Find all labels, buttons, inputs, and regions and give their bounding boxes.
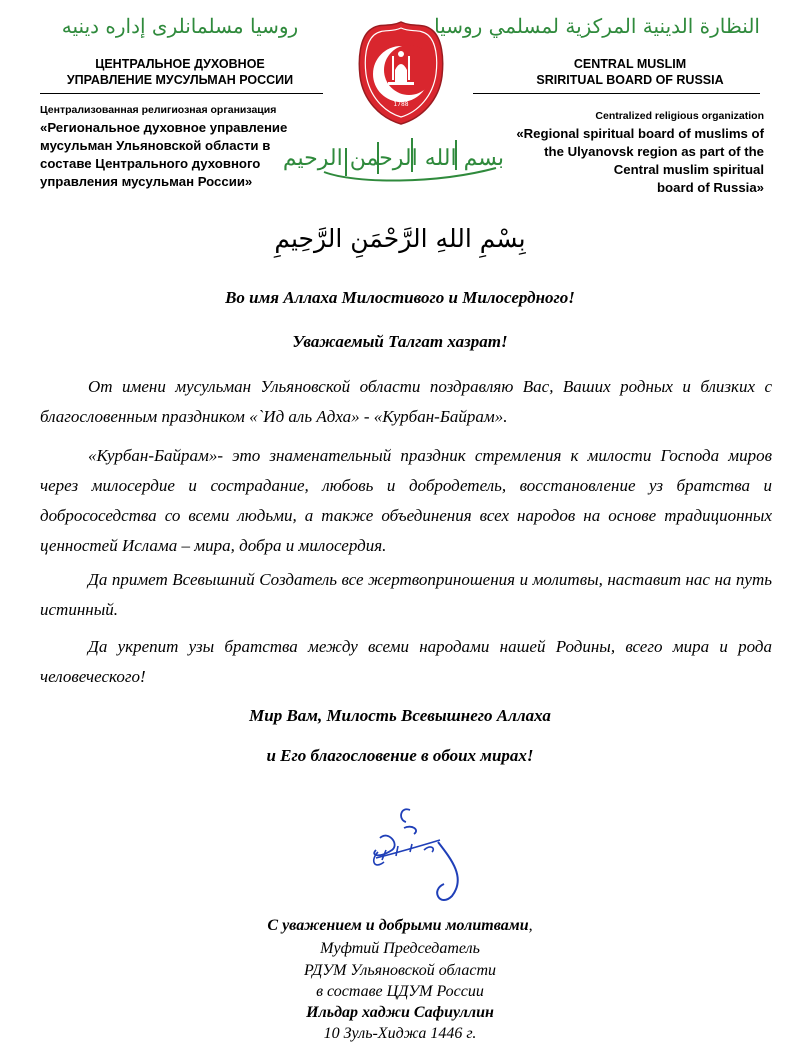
org-title-en: [510, 56, 750, 88]
en-subtitle-line2: the Ulyanovsk region as part of the: [544, 144, 764, 159]
ru-subtitle-small: Централизованная религиозная организация: [40, 104, 277, 116]
paragraph-3: Да примет Всевышний Создатель все жертвоприношения и молитвы, наставит нас на путь истинный.: [40, 570, 772, 619]
ru-subtitle-line1: «Региональное духовное управление: [40, 120, 288, 135]
signoff-title: Муфтий Председатель: [320, 940, 480, 957]
calligraphy-text: بسم الله الرحمن الرحيم: [282, 146, 504, 171]
paragraph-1: От имени мусульман Ульяновской области поздравляю Вас, Ваших родных и близких с благословенным праздником «`Ид аль Адха» - «Курбан-Байрам».: [40, 377, 772, 426]
signoff-org: РДУМ Ульяновской области: [303, 962, 497, 979]
paragraph-2: «Курбан-Байрам»- это знаменательный праздник стремления к милости Господа миров через милосердие и сострадание, любовь и добродетель, восстановление уз братства и добрососедства со всеми людьми, а также объединения всех народов на основе традиционных ценностей Ислама – мира, добра и милосердия.: [40, 446, 772, 555]
signoff-name: Ильдар хаджи Сафиуллин: [306, 1004, 494, 1021]
org-title-ru-line2: УПРАВЛЕНИЕ МУСУЛЬМАН РОССИИ: [66, 73, 294, 87]
ru-subtitle-line4: управления мусульман России»: [40, 174, 253, 189]
org-title-ru-line1: ЦЕНТРАЛЬНОЕ ДУХОВНОЕ: [95, 57, 265, 71]
signoff-org-2: в составе ЦДУМ России: [316, 983, 484, 1000]
basmala-calligraphy: [282, 128, 504, 188]
paragraph-4: Да укрепит узы братства между всеми народами нашей Родины, всего мира и рода человеческого!: [40, 637, 772, 686]
header-divider-left: [40, 93, 323, 94]
org-title-en-line1: CENTRAL MUSLIM: [573, 57, 687, 71]
arabic-banner-left: روسيا مسلمانلرى إداره دينيه: [61, 14, 299, 38]
signoff-regards-text: С уважением и добрыми молитвами: [267, 917, 529, 934]
en-subtitle-small: Centralized religious organization: [595, 110, 764, 122]
org-title-en-line2: SRIRITUAL BOARD OF RUSSIA: [536, 73, 724, 87]
crescent-mosque-emblem-icon: [352, 18, 450, 126]
ru-subtitle-line2: мусульман Ульяновской области в: [40, 138, 271, 153]
ru-subtitle-line3: составе Центрального духовного: [40, 156, 261, 171]
greeting: Во имя Аллаха Милостивого и Милосердного!: [225, 288, 575, 307]
closing-line-2: и Его благословение в обоих мирах!: [266, 746, 534, 765]
org-title-ru: [60, 56, 300, 88]
salutation: Уважаемый Талгат хазрат!: [292, 332, 508, 351]
closing-line-1: Мир Вам, Милость Всевышнего Аллаха: [249, 706, 551, 725]
signoff-regards-comma: ,: [528, 917, 533, 934]
signoff-regards: [0, 917, 800, 935]
arabic-banner-right: النظارة الدينية المركزية لمسلمي روسيا: [434, 14, 760, 38]
signoff-date: 10 Зуль-Хиджа 1446 г.: [323, 1025, 477, 1042]
en-subtitle-line1: «Regional spiritual board of muslims of: [516, 126, 764, 141]
header-divider-right: [473, 93, 760, 94]
en-subtitle-line3: Central muslim spiritual: [613, 162, 764, 177]
en-subtitle: [470, 125, 764, 197]
en-subtitle-line4: board of Russia»: [657, 180, 764, 195]
basmala-arabic: بِسْمِ اللهِ الرَّحْمَنِ الرَّحِيمِ: [274, 224, 526, 253]
handwritten-signature-icon: [340, 800, 480, 910]
emblem-year: 1788: [393, 101, 409, 108]
